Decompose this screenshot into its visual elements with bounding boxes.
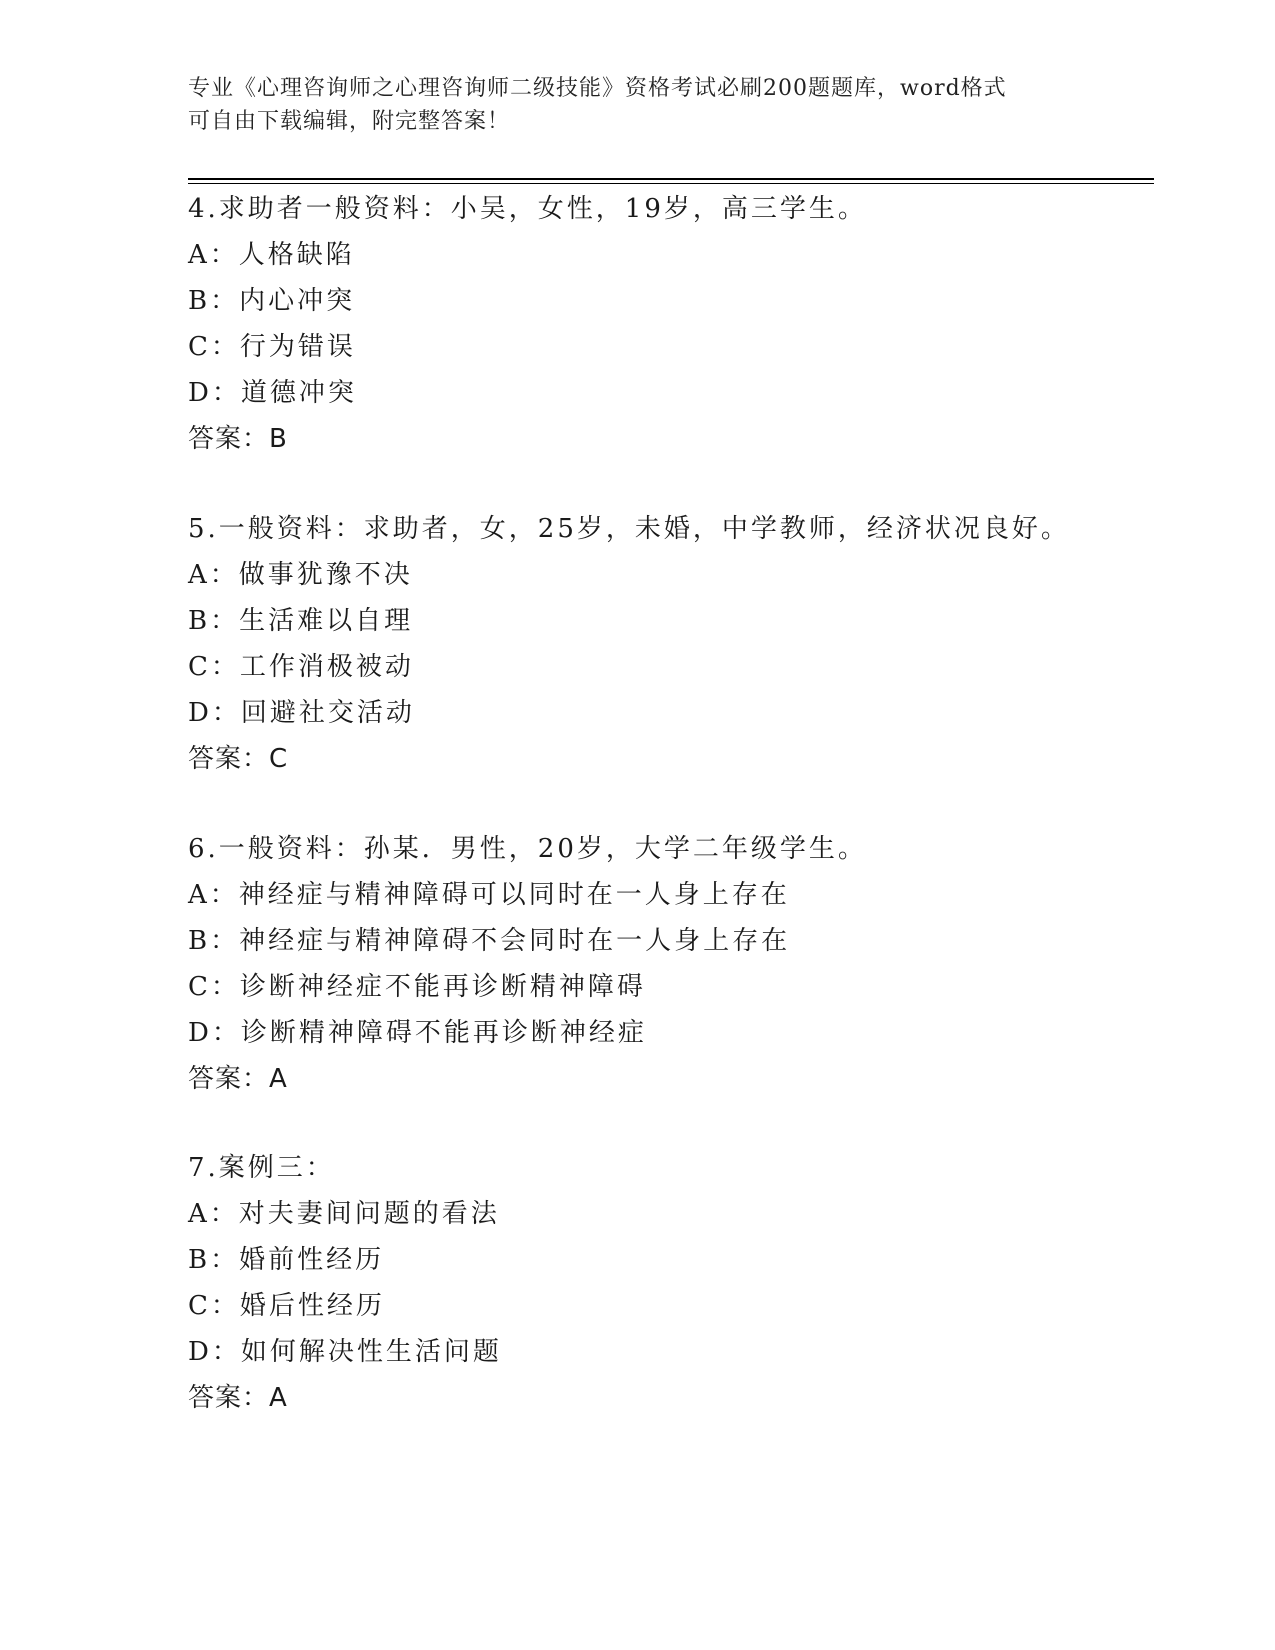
option-d: D：道德冲突 [188,378,357,408]
document-header [188,72,1088,138]
question-title: 7.案例三： [188,1153,335,1183]
header-line-1: 专业《心理咨询师之心理咨询师二级技能》资格考试必刷200题题库，word格式 [188,76,1007,101]
option-b: B：生活难以自理 [188,606,414,636]
option-c: C：行为错误 [188,332,356,362]
answer: 答案：A [188,1383,288,1413]
answer: 答案：B [188,424,288,454]
question-7 [188,1145,1148,1421]
option-c: C：婚后性经历 [188,1291,385,1321]
option-d: D：回避社交活动 [188,698,415,728]
answer: 答案：C [188,744,289,774]
option-a: A：对夫妻间问题的看法 [188,1199,500,1229]
option-c: C：工作消极被动 [188,652,414,682]
question-title: 6.一般资料：孙某．男性，20岁，大学二年级学生。 [188,834,867,864]
header-divider-thin [188,183,1154,184]
question-4 [188,186,1148,462]
option-a: A：神经症与精神障碍可以同时在一人身上存在 [188,880,790,910]
question-title: 4.求助者一般资料：小吴，女性，19岁，高三学生。 [188,194,867,224]
option-a: A：做事犹豫不决 [188,560,413,590]
option-c: C：诊断神经症不能再诊断精神障碍 [188,972,646,1002]
header-divider-thick [188,178,1154,180]
question-5 [188,506,1148,782]
option-d: D：诊断精神障碍不能再诊断神经症 [188,1018,647,1048]
option-b: B：内心冲突 [188,286,356,316]
question-title: 5.一般资料：求助者，女，25岁，未婚，中学教师，经济状况良好。 [188,514,1070,544]
header-line-2: 可自由下载编辑，附完整答案！ [188,109,511,134]
answer: 答案：A [188,1064,288,1094]
option-b: B：神经症与精神障碍不会同时在一人身上存在 [188,926,791,956]
option-b: B：婚前性经历 [188,1245,385,1275]
question-6 [188,826,1148,1102]
option-a: A：人格缺陷 [188,240,355,270]
option-d: D：如何解决性生活问题 [188,1337,502,1367]
